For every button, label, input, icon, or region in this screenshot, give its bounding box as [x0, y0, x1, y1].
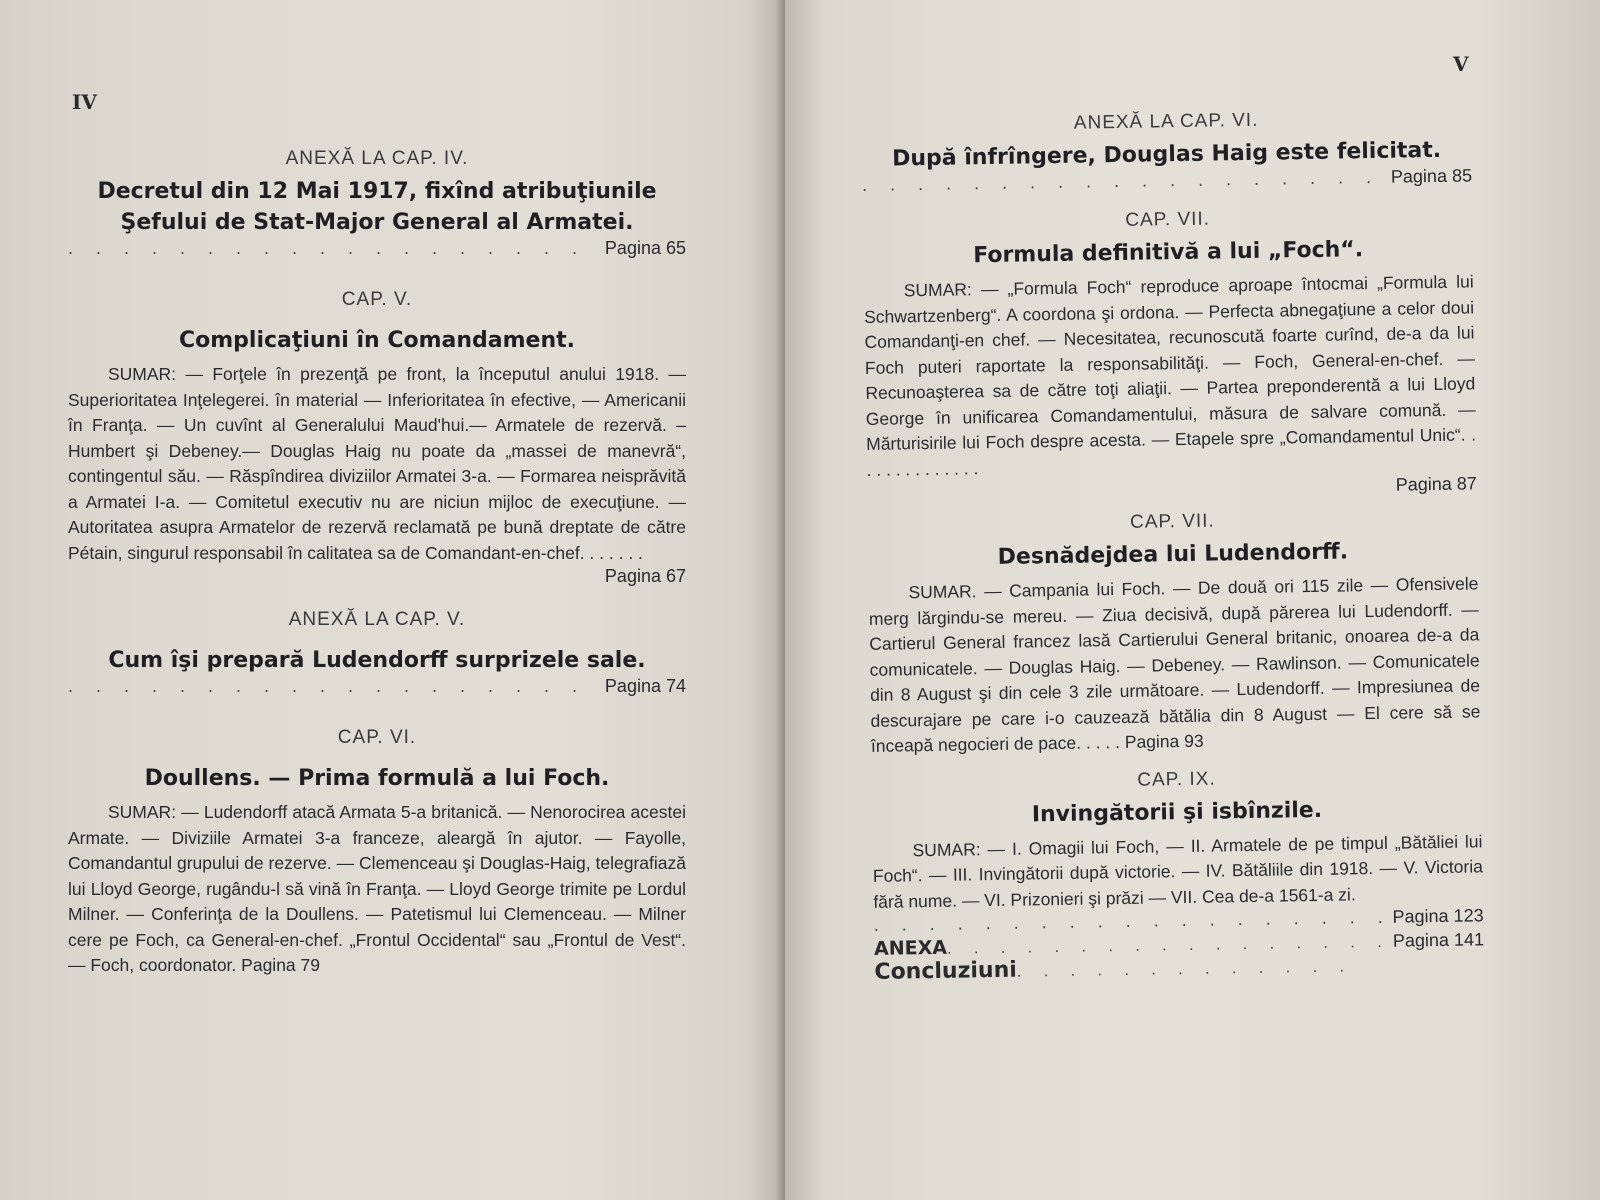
page-reference [68, 238, 686, 259]
toc-entry [68, 727, 686, 979]
chapter-title: Decretul din 12 Mai 1917, fixînd atribuţiunile Şefului de Stat-Major General al Armatei. [97, 179, 657, 235]
chapter-title: Desnădejdea lui Ludendorff. [997, 539, 1349, 570]
concluziuni-label: Concluziuni [874, 957, 1018, 985]
chapter-heading: ANEXĂ LA CAP. V. [288, 609, 466, 630]
chapter-title: Invingătorii şi isbînzile. [1031, 797, 1323, 827]
page-ref: Pagina 141 [1392, 929, 1485, 951]
chapter-heading: CAP. V. [341, 289, 413, 310]
chapter-heading: CAP. VI. [337, 727, 417, 748]
chapter-summary: SUMAR: — I. Omagii lui Foch, — II. Armatele de pe timpul „Bătăliei lui Foch“. — III. Invingătorii după victorie. — IV. Bătăliile din 1918. — V. Victoria fără nume. — VI. Prizonieri şi prăzi — VII. Cea de-a 1561-a zi. [872, 830, 1484, 912]
anexa-label: ANEXA [873, 936, 948, 960]
chapter-summary: SUMAR: — „Formula Foch“ reproduce aproape întocmai „Formula lui Schwartzenberg“. A coordona şi ordona. — Perfecta abnegaţiune a celor doui Comandanţi-en chef. — Necesitatea, recunoscută foarte curînd, de-a da lui Foch puteri raportate la responsabilităţi. — Foch, General-en-chef. — Recunoaşterea sa de către toţi aliaţii. — Partea preponderentă a lui Lloyd George în unificarea Comandamentului, măsura de salvare comună. — Mărturisirile lui Foch despre acesta. — Etapele spre „Comandamentul Unic“. . . . . . . . . . . . . . [863, 271, 1477, 480]
page-reference [68, 676, 686, 697]
page-ref: Pagina 85 [1390, 165, 1473, 187]
page-ref: Pagina 87 [1395, 473, 1478, 495]
left-column [68, 148, 686, 979]
chapter-summary [68, 800, 686, 979]
summary-text: SUMAR: — Ludendorff atacă Armata 5-a britanică. — Nenorocirea acestei Armate. — Diviziile Armatei 3-a franceze, aleargă în ajutor. — Fayolle, Comandantul grupului de rezerve. — Clemenceau şi Douglas-Haig, telegrafiază lui Lloyd George, rugându-l să vină în Franţa. — Lloyd George trimite pe Lordul Milner. — Conferinţa de la Doullens. — Patetismul lui Clemenceau. — Milner cere pe Foch, ca General-en-chef. „Frontul Occidental“ sau „Frontul de Vest“. — Foch, coordonator. [68, 802, 686, 975]
page-ref: Pagina 79 [241, 955, 320, 975]
chapter-heading: CAP. VII. [1125, 208, 1211, 231]
chapter-summary: SUMAR: — Forţele în prezenţă pe front, la începutul anului 1918. — Superioritatea Inţelegerei. în material — Inferioritatea în efective, — Americanii în Franţa. — Un cuvînt al Generalului Maud'hui.— Armatele de rezervă. – Humbert şi Debeney.— Douglas Haig nu poate da „massei de manevră“, contingentul său. — Răspîndirea diviziilor Armatei 3-a. — Formarea neisprăvită a Armatei I-a. — Comitetul executiv nu are niciun mijloc de execuţiune. — Autoritatea asupra Armatelor de rezervă reclamată pe bună dreptate de către Pétain, singurul responsabil în calitatea sa de Comandant-en-chef. . . . . . . [68, 364, 686, 563]
page-number: IV [72, 90, 97, 114]
toc-entry [863, 204, 1477, 504]
page-ref: Pagina 65 [604, 238, 686, 258]
chapter-title: Formula definitivă a lui „Foch“. [973, 237, 1364, 269]
chapter-title: Cum îşi prepară Ludendorff surprizele sale. [108, 648, 646, 673]
page-ref: Pagina 67 [604, 566, 686, 586]
summary-text: SUMAR. — Campania lui Foch. — De două ori 115 zile — Ofensivele merg lărgindu-se mereu. — Ziua decisivă, după părerea lui Ludendorff. — Cartierul General francez lasă Cartierului General britanic, onoarea de-a da comunicatele. — Douglas Haig. — Debeney. — Rawlinson. — Comunicatele din 8 August şi din cele 3 zile următoare. — Ludendorff. — Impresiunea de descurajare pe care i-o cauzează bătălia din 8 August — El cere să se înceapă negocieri de pace. . . . . [868, 573, 1481, 756]
page-ref: Pagina 123 [1392, 905, 1484, 927]
toc-entry [68, 148, 686, 259]
chapter-title: Doullens. — Prima formulă a lui Foch. [144, 766, 610, 791]
toc-entry [867, 506, 1481, 759]
chapter-summary [868, 571, 1481, 759]
chapter-title: Complicaţiuni în Comandament. [178, 328, 575, 353]
leader-dots [68, 238, 599, 259]
leader-dots [68, 676, 599, 697]
toc-entry [68, 289, 686, 587]
page-number: V [1453, 52, 1469, 76]
chapter-title: După înfrîngere, Douglas Haig este felicitat. [891, 137, 1442, 172]
chapter-heading: ANEXĂ LA CAP. IV. [285, 148, 469, 169]
chapter-heading: CAP. VII. [1129, 510, 1215, 533]
right-page [785, 0, 1600, 1200]
left-page [0, 0, 785, 1200]
toc-entry [871, 764, 1483, 936]
page-ref: Pagina 74 [604, 676, 686, 696]
leader-dots [1017, 958, 1351, 981]
chapter-heading: CAP. IX. [1137, 768, 1216, 791]
toc-entry [68, 609, 686, 697]
chapter-heading: ANEXĂ LA CAP. VI. [1073, 109, 1259, 134]
toc-entry [861, 106, 1472, 196]
right-column [861, 106, 1485, 984]
page-ref: Pagina 93 [1124, 730, 1204, 752]
